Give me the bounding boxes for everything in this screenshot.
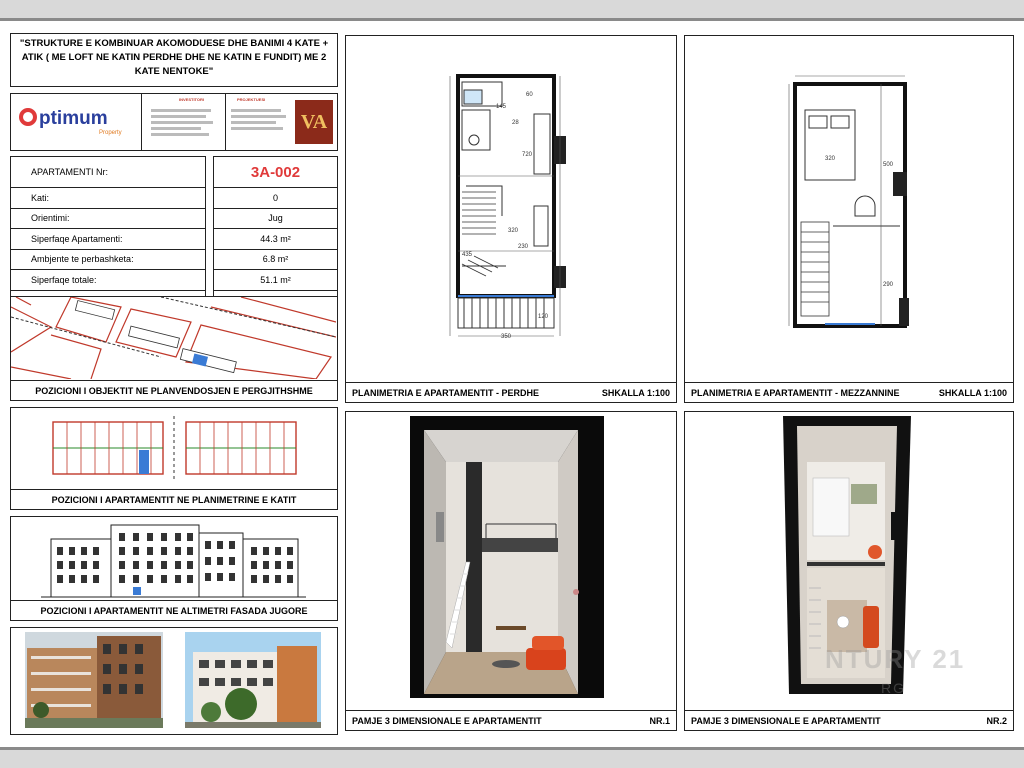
site-plan-caption: POZICIONI I OBJEKTIT NE PLANVENDOSJEN E PERGJITHSHME	[11, 380, 337, 400]
watermark-sub: RG	[881, 680, 906, 696]
dim-label: 320	[825, 156, 836, 162]
ground-plan-title: PLANIMETRIA E APARTAMENTIT - PERDHE	[352, 387, 539, 398]
facade-caption: POZICIONI I APARTAMENTIT NE ALTIMETRI FASADA JUGORE	[11, 600, 337, 620]
info-value: 44.3 m²	[213, 229, 338, 250]
optimum-logo-icon	[19, 108, 37, 126]
dim-label: 120	[538, 314, 549, 320]
site-plan-panel	[10, 296, 338, 401]
info-label: Ambjente te perbashketa:	[10, 250, 206, 271]
designer-logo: VA	[295, 100, 333, 144]
dim-label: 290	[883, 282, 894, 288]
info-value: 0	[213, 188, 338, 209]
view1-title: PAMJE 3 DIMENSIONALE E APARTAMENTIT	[352, 715, 542, 726]
designer-heading: PROJEKTUESI	[237, 97, 266, 102]
ground-plan-scale: SHKALLA 1:100	[601, 387, 670, 398]
dim-label: 350	[501, 334, 512, 340]
interior-render-1	[346, 412, 676, 708]
info-value: Jug	[213, 209, 338, 230]
mezzanine-floor-plan	[685, 36, 1013, 381]
info-value: 51.1 m²	[213, 270, 338, 291]
ground-floor-plan	[346, 36, 676, 381]
dim-label: 28	[512, 120, 519, 126]
table-row	[10, 229, 338, 250]
mezzanine-plan-panel	[684, 35, 1014, 403]
brand-sub: Property	[99, 130, 122, 136]
exterior-photos-panel	[10, 627, 338, 735]
watermark-text: NTURY 21	[825, 644, 966, 674]
dim-label: 145	[496, 104, 507, 110]
dim-label: 720	[522, 152, 533, 158]
dim-label: 230	[518, 244, 529, 250]
facade-drawing	[11, 517, 336, 599]
dim-label: 500	[883, 162, 894, 168]
apartment-number: 3A-002	[213, 156, 338, 188]
mezzanine-plan-title: PLANIMETRIA E APARTAMENTIT - MEZZANNINE	[691, 387, 900, 398]
ground-plan-panel	[345, 35, 677, 403]
investor-details	[151, 106, 221, 146]
ground-plan-caption	[346, 382, 676, 402]
table-row	[10, 270, 338, 291]
exterior-render-1	[11, 628, 336, 733]
info-label: Kati:	[10, 188, 206, 209]
view1-caption	[346, 710, 676, 730]
view1-panel	[345, 411, 677, 731]
facade-position-panel	[10, 516, 338, 621]
table-row	[10, 209, 338, 230]
designer-details	[231, 106, 291, 146]
info-label: Siperfaqe Apartamenti:	[10, 229, 206, 250]
investor-heading: INVESTITORI	[179, 97, 205, 102]
site-plan-drawing	[11, 297, 336, 379]
dim-label: 60	[526, 92, 533, 98]
mezzanine-plan-scale: SHKALLA 1:100	[938, 387, 1007, 398]
dim-label: 435	[462, 252, 473, 258]
apartment-info-table	[10, 156, 338, 311]
drawing-sheet	[0, 18, 1024, 750]
floor-position-panel	[10, 407, 338, 510]
dim-label: 320	[508, 228, 519, 234]
view2-panel	[684, 411, 1014, 731]
info-label: Orientimi:	[10, 209, 206, 230]
table-row	[10, 156, 338, 188]
info-label: Siperfaqe totale:	[10, 270, 206, 291]
table-row	[10, 188, 338, 209]
view2-title: PAMJE 3 DIMENSIONALE E APARTAMENTIT	[691, 715, 881, 726]
floor-position-drawing	[11, 408, 336, 488]
floor-position-caption: POZICIONI I APARTAMENTIT NE PLANIMETRINE E KATIT	[11, 489, 337, 509]
info-value: 6.8 m²	[213, 250, 338, 271]
info-label: APARTAMENTI Nr:	[10, 156, 206, 188]
logo-box	[10, 93, 338, 151]
view2-nr: NR.2	[986, 715, 1007, 726]
mezzanine-plan-caption	[685, 382, 1013, 402]
view2-caption	[685, 710, 1013, 730]
project-title-box	[10, 33, 338, 87]
table-row	[10, 250, 338, 271]
brand-name: ptimum	[39, 108, 108, 129]
view1-nr: NR.1	[649, 715, 670, 726]
project-title: "STRUKTURE E KOMBINUAR AKOMODUESE DHE BANIMI 4 KATE + ATIK ( ME LOFT NE KATIN PERDHE DHE NE KATIN E FUNDIT) ME 2 KATE NENTOKE"	[19, 38, 329, 77]
